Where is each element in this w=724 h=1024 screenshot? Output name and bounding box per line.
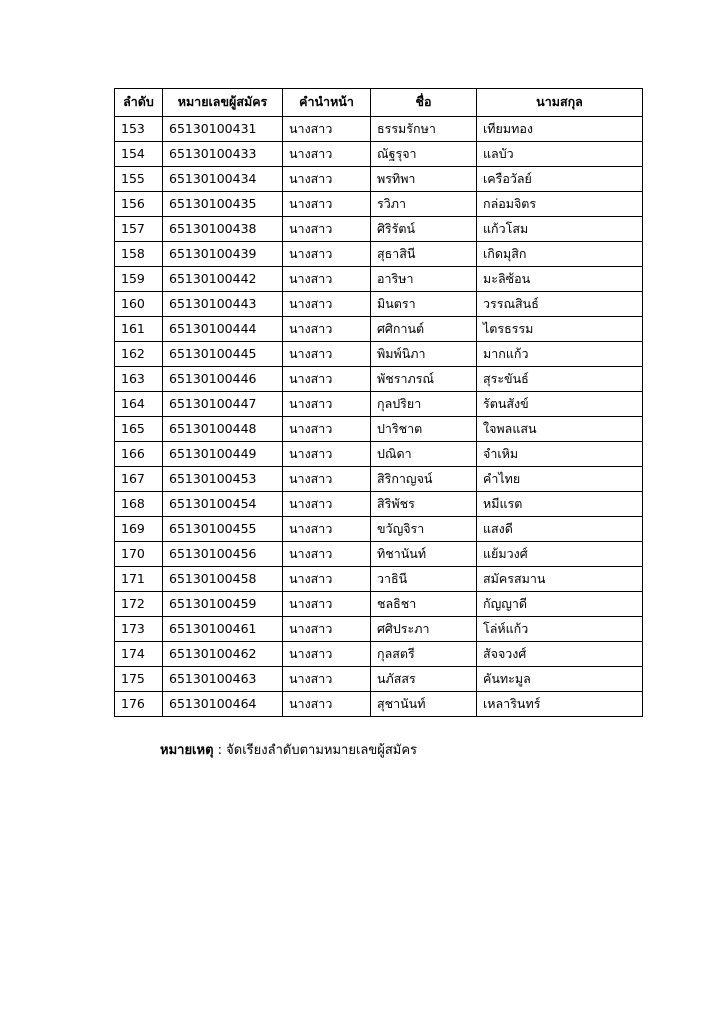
header-first-name: ชื่อ: [371, 89, 477, 117]
cell-applicant-number: 65130100464: [163, 692, 283, 717]
cell-last-name: โล่ห์แก้ว: [477, 617, 643, 642]
cell-title: นางสาว: [283, 467, 371, 492]
cell-first-name: สุธาสินี: [371, 242, 477, 267]
cell-applicant-number: 65130100439: [163, 242, 283, 267]
table-row: [115, 342, 643, 367]
cell-last-name: สุระขันธ์: [477, 367, 643, 392]
cell-title: นางสาว: [283, 317, 371, 342]
cell-first-name: กุลปริยา: [371, 392, 477, 417]
cell-title: นางสาว: [283, 692, 371, 717]
cell-title: นางสาว: [283, 342, 371, 367]
cell-applicant-number: 65130100449: [163, 442, 283, 467]
cell-applicant-number: 65130100462: [163, 642, 283, 667]
cell-applicant-number: 65130100444: [163, 317, 283, 342]
cell-first-name: ปาริชาต: [371, 417, 477, 442]
table-row: [115, 392, 643, 417]
cell-applicant-number: 65130100461: [163, 617, 283, 642]
cell-title: นางสาว: [283, 517, 371, 542]
cell-title: นางสาว: [283, 192, 371, 217]
cell-applicant-number: 65130100433: [163, 142, 283, 167]
cell-first-name: ธรรมรักษา: [371, 117, 477, 142]
cell-last-name: สัจจวงศ์: [477, 642, 643, 667]
table-row: [115, 417, 643, 442]
table-row: [115, 442, 643, 467]
cell-title: นางสาว: [283, 567, 371, 592]
cell-title: นางสาว: [283, 492, 371, 517]
table-row: [115, 117, 643, 142]
cell-applicant-number: 65130100456: [163, 542, 283, 567]
cell-sequence: 171: [115, 567, 163, 592]
table-row: [115, 467, 643, 492]
cell-last-name: กล่อมจิตร: [477, 192, 643, 217]
footnote-text: : จัดเรียงลำดับตามหมายเลขผู้สมัคร: [213, 743, 418, 758]
cell-sequence: 154: [115, 142, 163, 167]
table-row: [115, 217, 643, 242]
cell-sequence: 155: [115, 167, 163, 192]
cell-sequence: 169: [115, 517, 163, 542]
cell-sequence: 168: [115, 492, 163, 517]
cell-sequence: 157: [115, 217, 163, 242]
table-row: [115, 167, 643, 192]
cell-first-name: ขวัญจิรา: [371, 517, 477, 542]
cell-first-name: มินตรา: [371, 292, 477, 317]
cell-sequence: 163: [115, 367, 163, 392]
cell-last-name: มะลิซ้อน: [477, 267, 643, 292]
cell-sequence: 156: [115, 192, 163, 217]
cell-applicant-number: 65130100442: [163, 267, 283, 292]
cell-last-name: แย้มวงศ์: [477, 542, 643, 567]
cell-last-name: เหลารินทร์: [477, 692, 643, 717]
cell-sequence: 172: [115, 592, 163, 617]
cell-title: นางสาว: [283, 242, 371, 267]
cell-applicant-number: 65130100434: [163, 167, 283, 192]
cell-last-name: คำไทย: [477, 467, 643, 492]
cell-applicant-number: 65130100463: [163, 667, 283, 692]
cell-last-name: แก้วโสม: [477, 217, 643, 242]
table-row: [115, 592, 643, 617]
cell-first-name: พิมพ์นิภา: [371, 342, 477, 367]
cell-sequence: 173: [115, 617, 163, 642]
cell-applicant-number: 65130100455: [163, 517, 283, 542]
cell-title: นางสาว: [283, 642, 371, 667]
cell-first-name: พัชราภรณ์: [371, 367, 477, 392]
cell-applicant-number: 65130100446: [163, 367, 283, 392]
header-sequence: ลำดับ: [115, 89, 163, 117]
cell-last-name: มากแก้ว: [477, 342, 643, 367]
cell-last-name: จำเหิม: [477, 442, 643, 467]
table-row: [115, 617, 643, 642]
cell-title: นางสาว: [283, 592, 371, 617]
cell-title: นางสาว: [283, 667, 371, 692]
cell-applicant-number: 65130100443: [163, 292, 283, 317]
cell-first-name: ทิชานันท์: [371, 542, 477, 567]
cell-sequence: 175: [115, 667, 163, 692]
cell-first-name: ชลธิชา: [371, 592, 477, 617]
table-body: [115, 117, 643, 717]
cell-applicant-number: 65130100447: [163, 392, 283, 417]
cell-first-name: นภัสสร: [371, 667, 477, 692]
cell-first-name: ศิริรัตน์: [371, 217, 477, 242]
footnote-label: หมายเหตุ: [160, 743, 214, 758]
cell-first-name: อาริษา: [371, 267, 477, 292]
cell-last-name: เครือวัลย์: [477, 167, 643, 192]
cell-title: นางสาว: [283, 267, 371, 292]
cell-first-name: กุลสตรี: [371, 642, 477, 667]
cell-applicant-number: 65130100453: [163, 467, 283, 492]
cell-sequence: 160: [115, 292, 163, 317]
cell-sequence: 165: [115, 417, 163, 442]
cell-first-name: วาธินี: [371, 567, 477, 592]
cell-first-name: ศศิกานต์: [371, 317, 477, 342]
cell-last-name: หมีแรต: [477, 492, 643, 517]
cell-applicant-number: 65130100448: [163, 417, 283, 442]
cell-sequence: 159: [115, 267, 163, 292]
cell-sequence: 158: [115, 242, 163, 267]
cell-sequence: 161: [115, 317, 163, 342]
header-applicant-number: หมายเลขผู้สมัคร: [163, 89, 283, 117]
cell-last-name: กัญญาดี: [477, 592, 643, 617]
table-row: [115, 142, 643, 167]
cell-last-name: ใจพลแสน: [477, 417, 643, 442]
table-row: [115, 492, 643, 517]
cell-sequence: 170: [115, 542, 163, 567]
cell-title: นางสาว: [283, 542, 371, 567]
table-row: [115, 517, 643, 542]
cell-sequence: 174: [115, 642, 163, 667]
header-title: คำนำหน้า: [283, 89, 371, 117]
cell-applicant-number: 65130100454: [163, 492, 283, 517]
cell-first-name: สิริกาญจน์: [371, 467, 477, 492]
cell-sequence: 153: [115, 117, 163, 142]
cell-applicant-number: 65130100459: [163, 592, 283, 617]
table-row: [115, 317, 643, 342]
cell-applicant-number: 65130100445: [163, 342, 283, 367]
cell-applicant-number: 65130100431: [163, 117, 283, 142]
cell-first-name: ปณิดา: [371, 442, 477, 467]
cell-first-name: ณัฐรุจา: [371, 142, 477, 167]
cell-sequence: 167: [115, 467, 163, 492]
cell-last-name: เทียมทอง: [477, 117, 643, 142]
cell-sequence: 162: [115, 342, 163, 367]
cell-last-name: แลบัว: [477, 142, 643, 167]
table-row: [115, 367, 643, 392]
cell-sequence: 176: [115, 692, 163, 717]
cell-last-name: ไตรธรรม: [477, 317, 643, 342]
table-row: [115, 192, 643, 217]
cell-applicant-number: 65130100438: [163, 217, 283, 242]
cell-title: นางสาว: [283, 167, 371, 192]
table-row: [115, 267, 643, 292]
table-row: [115, 692, 643, 717]
cell-title: นางสาว: [283, 142, 371, 167]
cell-last-name: แสงดี: [477, 517, 643, 542]
cell-last-name: เกิดมุสิก: [477, 242, 643, 267]
cell-applicant-number: 65130100435: [163, 192, 283, 217]
cell-title: นางสาว: [283, 292, 371, 317]
cell-title: นางสาว: [283, 417, 371, 442]
cell-first-name: สิริพัชร: [371, 492, 477, 517]
cell-applicant-number: 65130100458: [163, 567, 283, 592]
table-header-row: [115, 89, 643, 117]
cell-first-name: พรทิพา: [371, 167, 477, 192]
cell-title: นางสาว: [283, 617, 371, 642]
footnote: [160, 739, 417, 760]
cell-title: นางสาว: [283, 392, 371, 417]
cell-first-name: สุชานันท์: [371, 692, 477, 717]
cell-sequence: 164: [115, 392, 163, 417]
table-row: [115, 242, 643, 267]
cell-last-name: รัตนสังข์: [477, 392, 643, 417]
cell-title: นางสาว: [283, 217, 371, 242]
table-row: [115, 567, 643, 592]
cell-first-name: รวิภา: [371, 192, 477, 217]
applicant-table: [114, 88, 643, 717]
table-row: [115, 542, 643, 567]
table-row: [115, 667, 643, 692]
cell-last-name: สมัครสมาน: [477, 567, 643, 592]
cell-first-name: ศศิประภา: [371, 617, 477, 642]
cell-title: นางสาว: [283, 367, 371, 392]
table-row: [115, 642, 643, 667]
cell-last-name: วรรณสินธ์: [477, 292, 643, 317]
cell-title: นางสาว: [283, 442, 371, 467]
cell-sequence: 166: [115, 442, 163, 467]
cell-last-name: คันทะมูล: [477, 667, 643, 692]
header-last-name: นามสกุล: [477, 89, 643, 117]
table-row: [115, 292, 643, 317]
cell-title: นางสาว: [283, 117, 371, 142]
